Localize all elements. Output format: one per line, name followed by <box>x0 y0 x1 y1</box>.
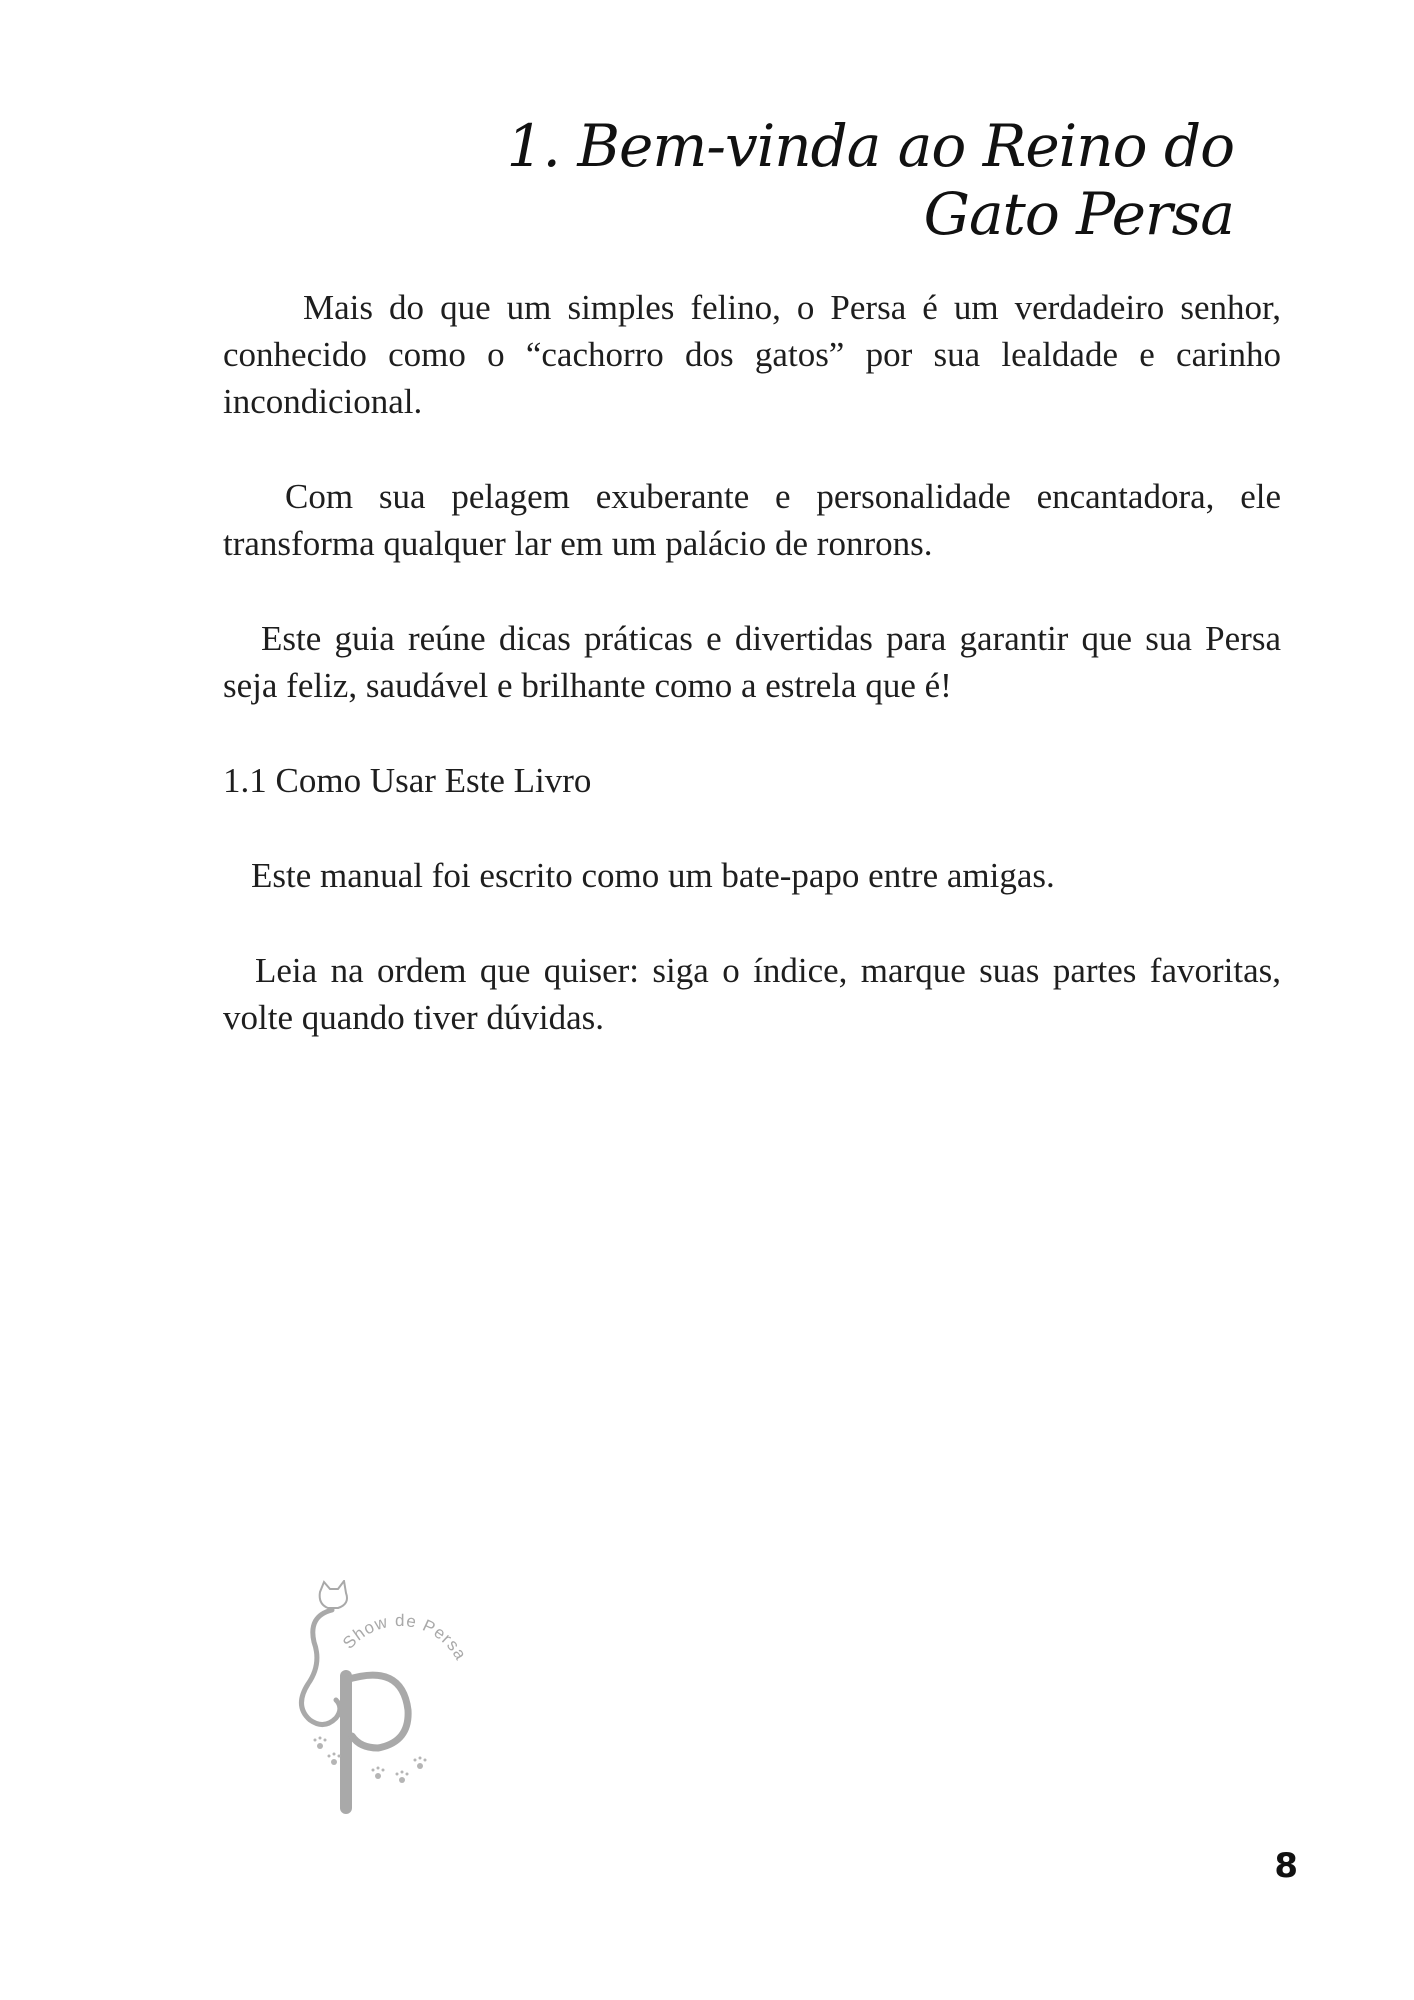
paragraph-intro: Mais do que um simples felino, o Persa é um verdadeiro senhor, conhecido como o “cachorro dos gatos” por sua lealdade e carinho incondicional. <box>223 288 1281 421</box>
logo-text: Show de Persa <box>338 1610 471 1664</box>
paragraph-guide: Este guia reúne dicas práticas e divertidas para garantir que sua Persa seja feliz, saudável e brilhante como a estrela que é! <box>223 619 1281 705</box>
svg-text:Show de Persa <box>339 1611 471 1664</box>
section-heading: 1.1 Como Usar Este Livro <box>223 761 592 800</box>
paragraph-coat: Com sua pelagem exuberante e personalidade encantadora, ele transforma qualquer lar em um palácio de ronrons. <box>223 477 1281 563</box>
chapter-title: 1. Bem-vinda ao Reino do Gato Persa <box>506 112 1234 248</box>
paragraph-manual: Este manual foi escrito como um bate-papo entre amigas. <box>251 856 1055 895</box>
page-number: 8 <box>1274 1846 1298 1886</box>
show-de-persa-logo <box>280 1580 480 1820</box>
body-text <box>223 284 1281 1089</box>
logo-mark-icon <box>280 1580 480 1820</box>
paragraph-reading: Leia na ordem que quiser: siga o índice, marque suas partes favoritas, volte quando tiver dúvidas. <box>223 951 1281 1037</box>
